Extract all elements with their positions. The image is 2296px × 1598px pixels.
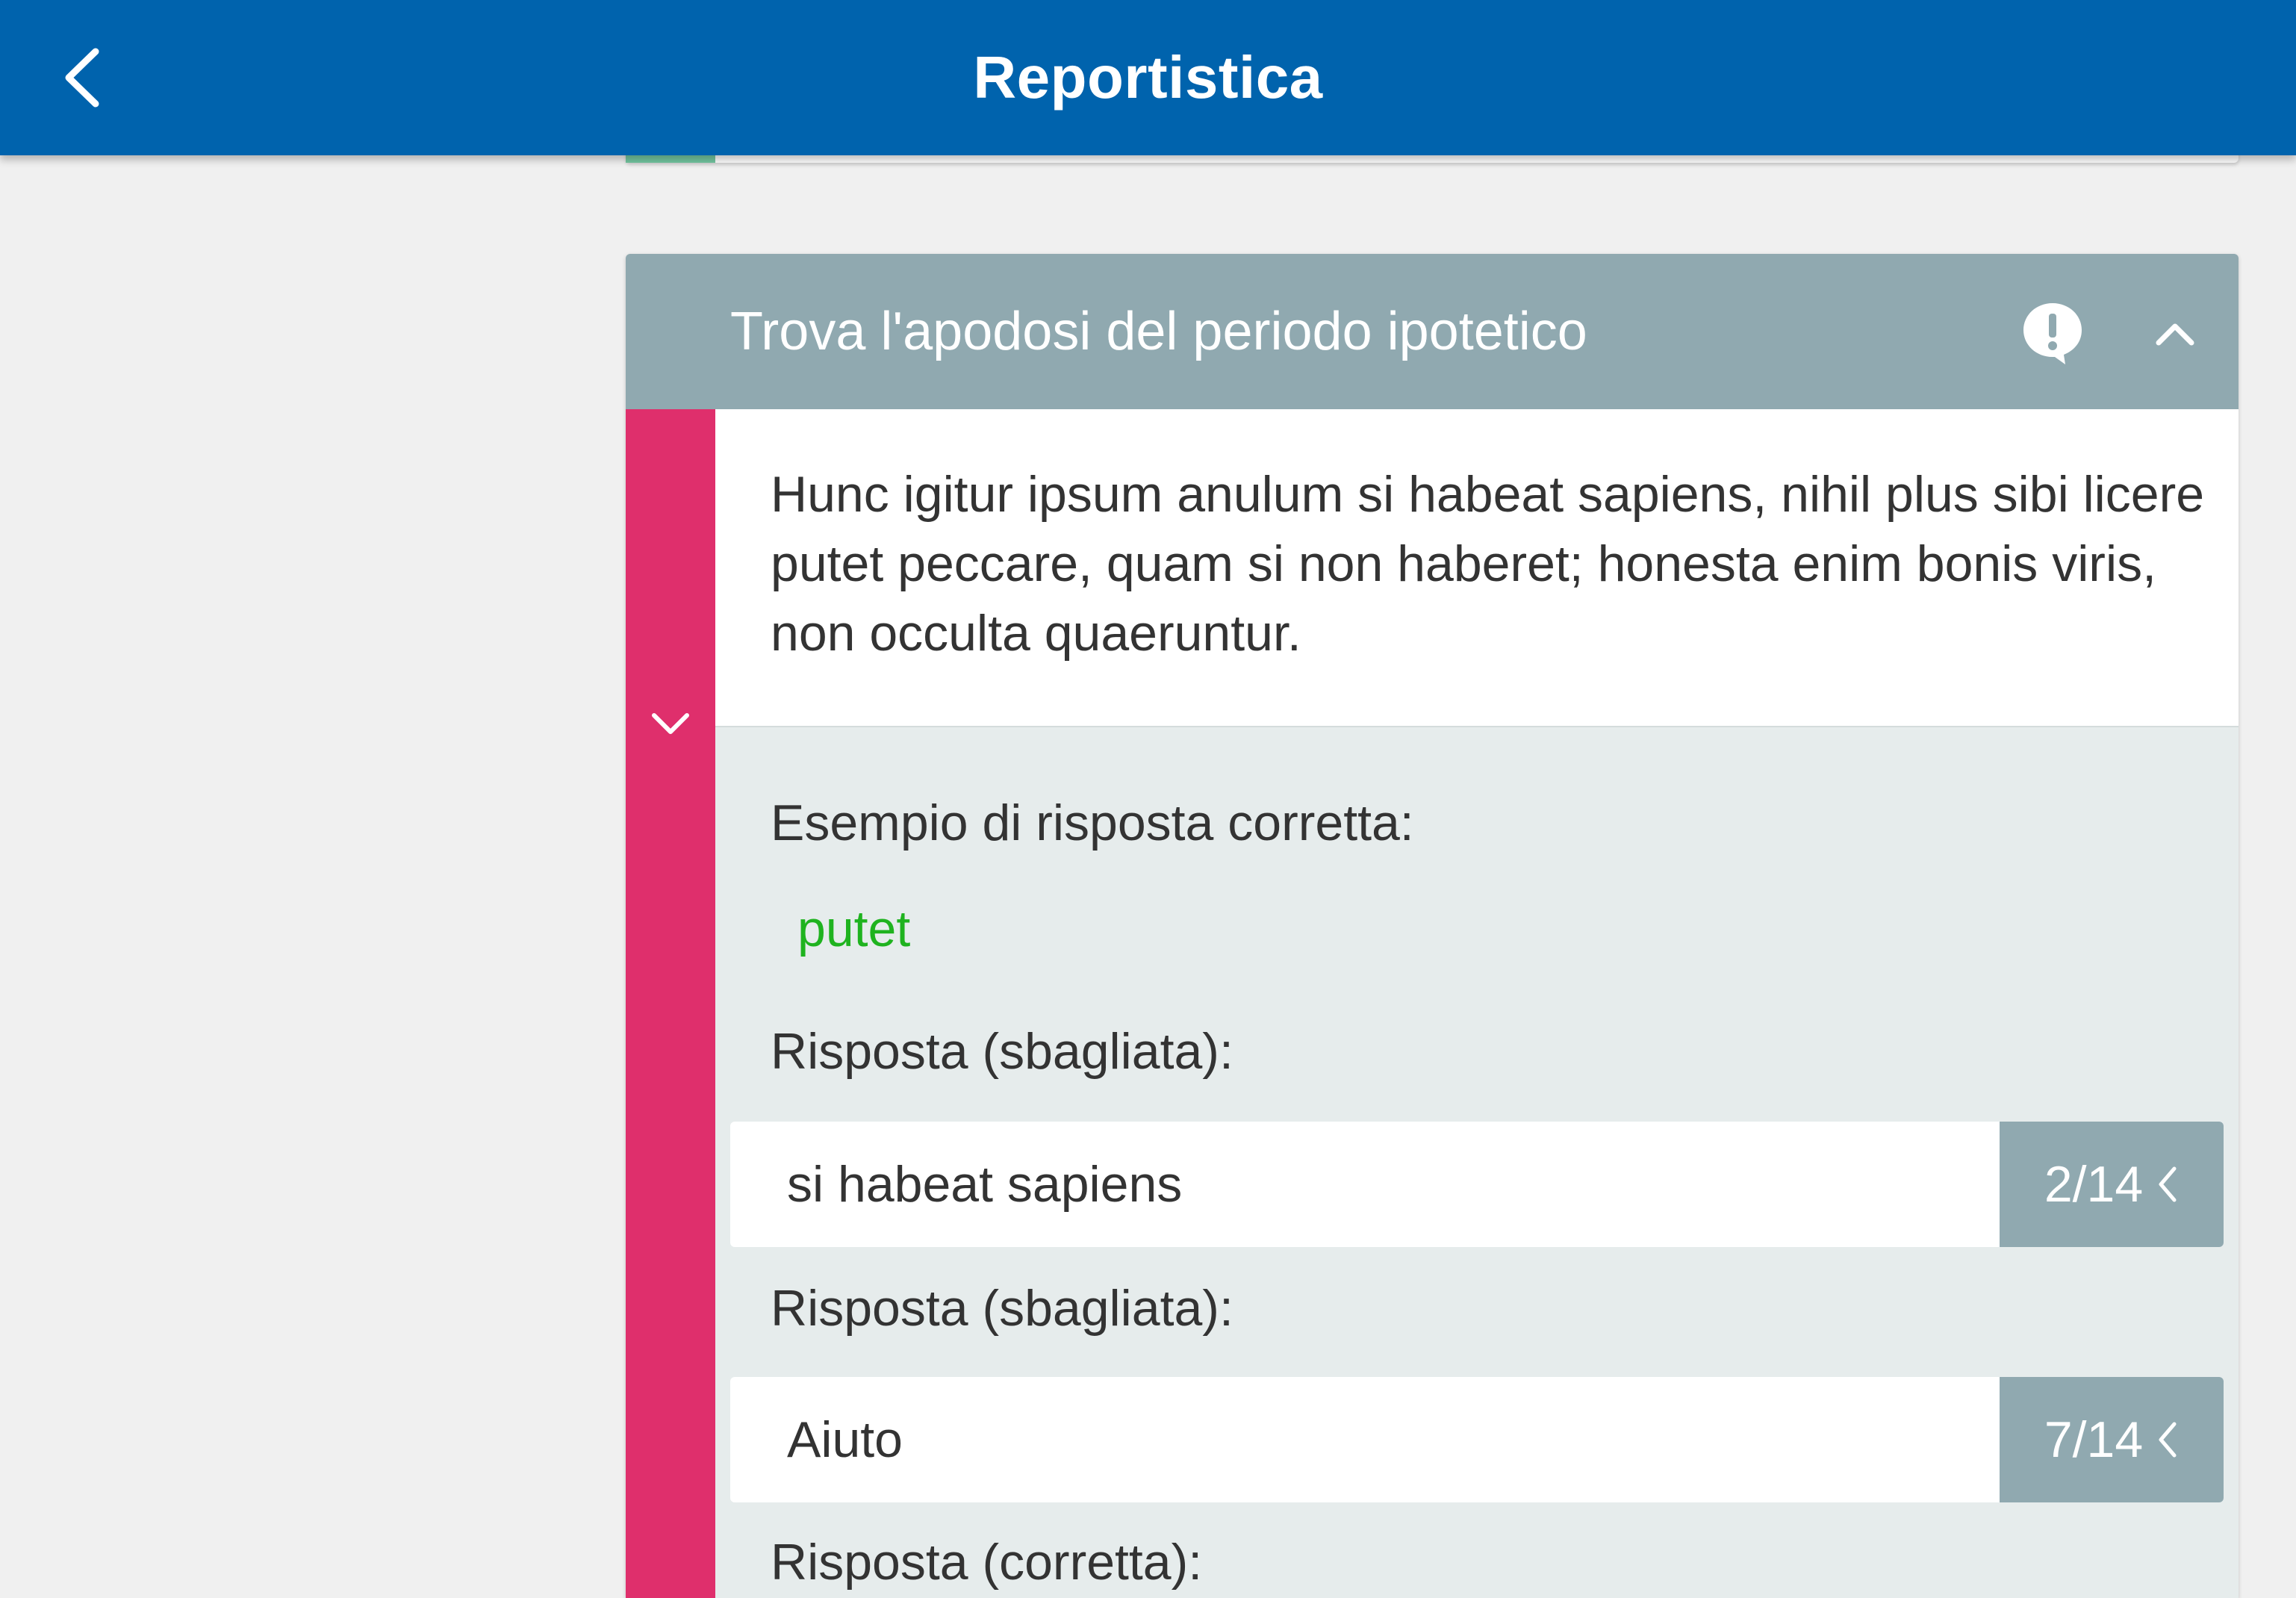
answer-row[interactable] xyxy=(730,1122,2224,1247)
page-title: Reportistica xyxy=(973,44,1323,111)
example-label: Esempio di risposta corretta: xyxy=(771,795,1414,851)
chevron-left-icon xyxy=(2156,1164,2179,1204)
answer-count: 7/14 xyxy=(2044,1411,2144,1468)
example-answer: putet xyxy=(797,901,911,957)
answer-label: Risposta (sbagliata): xyxy=(771,1023,1233,1080)
question-card-header[interactable] xyxy=(626,254,2239,409)
answer-count-badge[interactable] xyxy=(2000,1122,2224,1247)
answer-count: 2/14 xyxy=(2044,1156,2144,1213)
question-card xyxy=(626,254,2239,1598)
answer-text: Aiuto xyxy=(787,1411,903,1468)
answer-count-badge[interactable] xyxy=(2000,1377,2224,1502)
chevron-down-icon xyxy=(650,709,691,736)
expand-button[interactable] xyxy=(641,693,700,753)
latin-sentence: Hunc igitur ipsum anulum si habeat sapiens, nihil plus sibi licere putet peccare, quam si non haberet; honesta enim bonis viris, non occulta quaeruntur. xyxy=(771,466,2205,662)
wrong-answer-accent xyxy=(626,409,715,1598)
report-button[interactable] xyxy=(2019,299,2086,366)
collapse-button[interactable] xyxy=(2141,300,2209,367)
back-button[interactable] xyxy=(45,40,119,115)
chevron-left-icon xyxy=(60,44,105,111)
chevron-up-icon xyxy=(2153,319,2197,349)
report-alert-icon xyxy=(2019,299,2086,366)
question-title: Trova l'apodosi del periodo ipotetico xyxy=(730,302,1587,361)
answer-row[interactable] xyxy=(730,1377,2224,1502)
sentence-box xyxy=(715,409,2239,727)
answer-label: Risposta (sbagliata): xyxy=(771,1280,1233,1337)
answer-text: si habeat sapiens xyxy=(787,1156,1183,1213)
chevron-left-icon xyxy=(2156,1420,2179,1460)
app-bar xyxy=(0,0,2296,155)
answer-label: Risposta (corretta): xyxy=(771,1534,1203,1591)
